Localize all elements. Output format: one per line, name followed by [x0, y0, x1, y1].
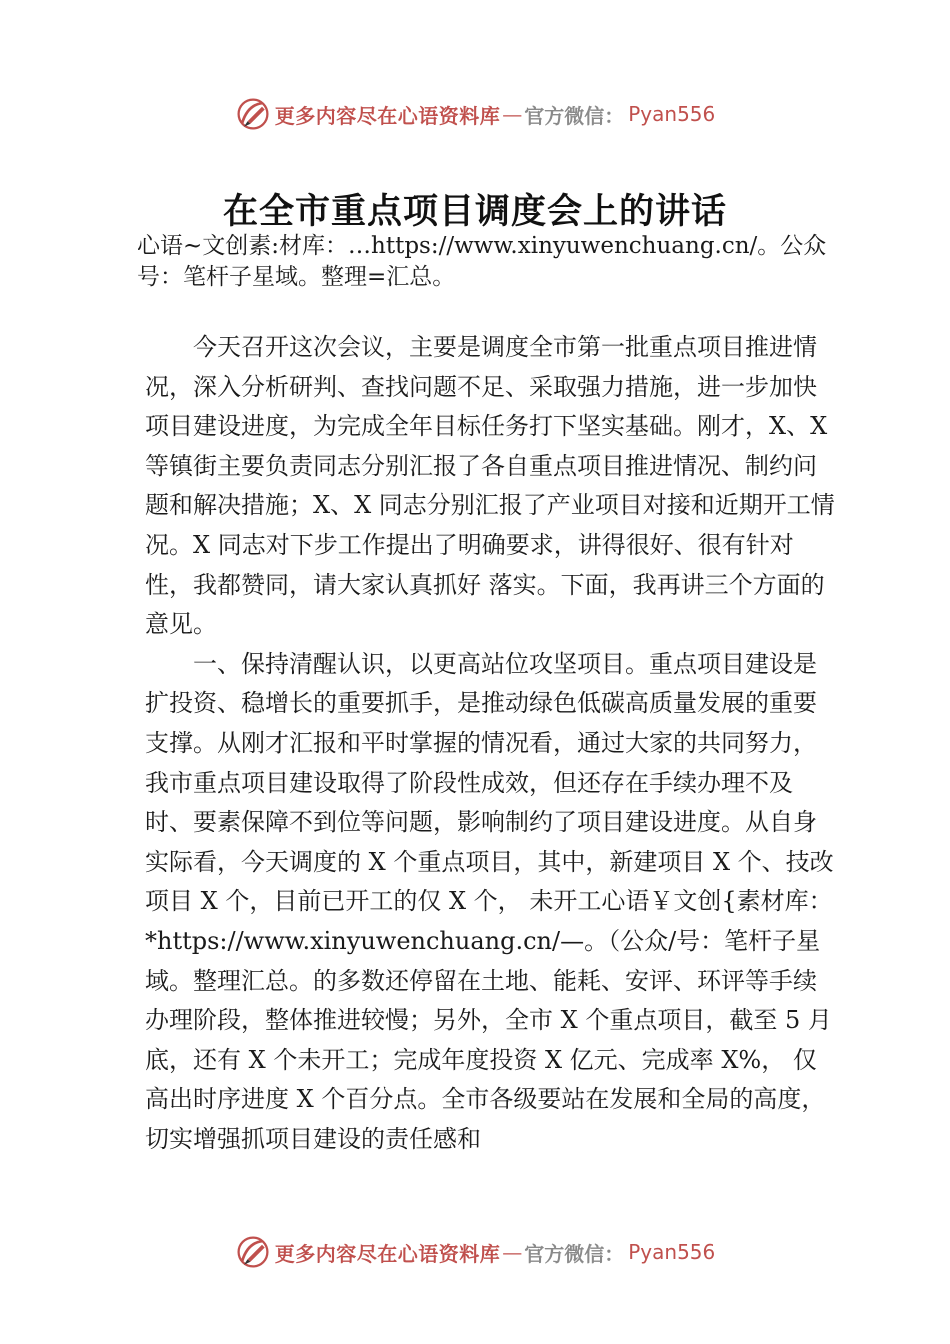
footer-banner [0, 1232, 950, 1272]
document-body [145, 328, 835, 1159]
banner-sub-text: 官方微信： [524, 103, 625, 128]
pen-logo-icon [235, 96, 271, 132]
pen-logo-icon [235, 1234, 271, 1270]
banner-main-text: 更多内容尽在心语资料库 [274, 103, 501, 128]
document-title: 在全市重点项目调度会上的讲话 [222, 191, 727, 232]
source-note: 心语~文创素:材库：…https://www.xinyuwenchuang.cn/。公众号：笔杆子星域。整理=汇总。 [137, 233, 827, 290]
paragraph-2: 一、保持清醒认识，以更高站位攻坚项目。重点项目建设是扩投资、稳增长的重要抓手，是推动绿色低碳高质量发展的重要支撑。从刚才汇报和平时掌握的情况看，通过大家的共同努力，我市重点项目建设取得了阶段性成效，但还存在手续办理不及时、要素保障不到位等问题，影响制约了项目建设进度。从自身实际看，今天调度的 X 个重点项目，其中，新建项目 X 个、技改项目 X 个，目前已开工的仅 X 个， 未开工心语￥文创{素材库： [145, 649, 834, 916]
banner-wechat-id: Pyan556 [628, 102, 716, 126]
banner-main-text: 更多内容尽在心语资料库 [274, 1241, 501, 1266]
paragraph-2-continued: *https://www.xinyuwenchuang.cn/—。（公众/号：笔杆子星域。整理汇总。的多数还停留在土地、能耗、安评、环评等手续办理阶段，整体推进较慢；另外，全市 X 个重点项目，截至 5 月底，还有 X 个未开工；完成年度投资 X 亿元、完成率 X%， 仅高出时序进度 X 个百分点。全市各级要站在发展和全局的高度，切实增强抓项目建设的责任感和 [145, 926, 832, 1153]
banner-wechat-id: Pyan556 [628, 1240, 716, 1264]
paragraph-1: 今天召开这次会议，主要是调度全市第一批重点项目推进情况，深入分析研判、查找问题不足、采取强力措施，进一步加快项目建设进度，为完成全年目标任务打下坚实基础。刚才，X、X 等镇街主要负责同志分别汇报了各自重点项目推进情况、制约问题和解决措施；X、X 同志分别汇报了产业项目对接和近期开工情况。X 同志对下步工作提出了明确要求，讲得很好、很有针对性，我都赞同，请大家认真抓好 落实。下面，我再讲三个方面的意见。 [145, 333, 835, 639]
banner-separator: — [502, 102, 523, 126]
banner-separator: — [502, 1240, 523, 1264]
banner-sub-text: 官方微信： [524, 1241, 625, 1266]
header-banner [0, 94, 950, 134]
